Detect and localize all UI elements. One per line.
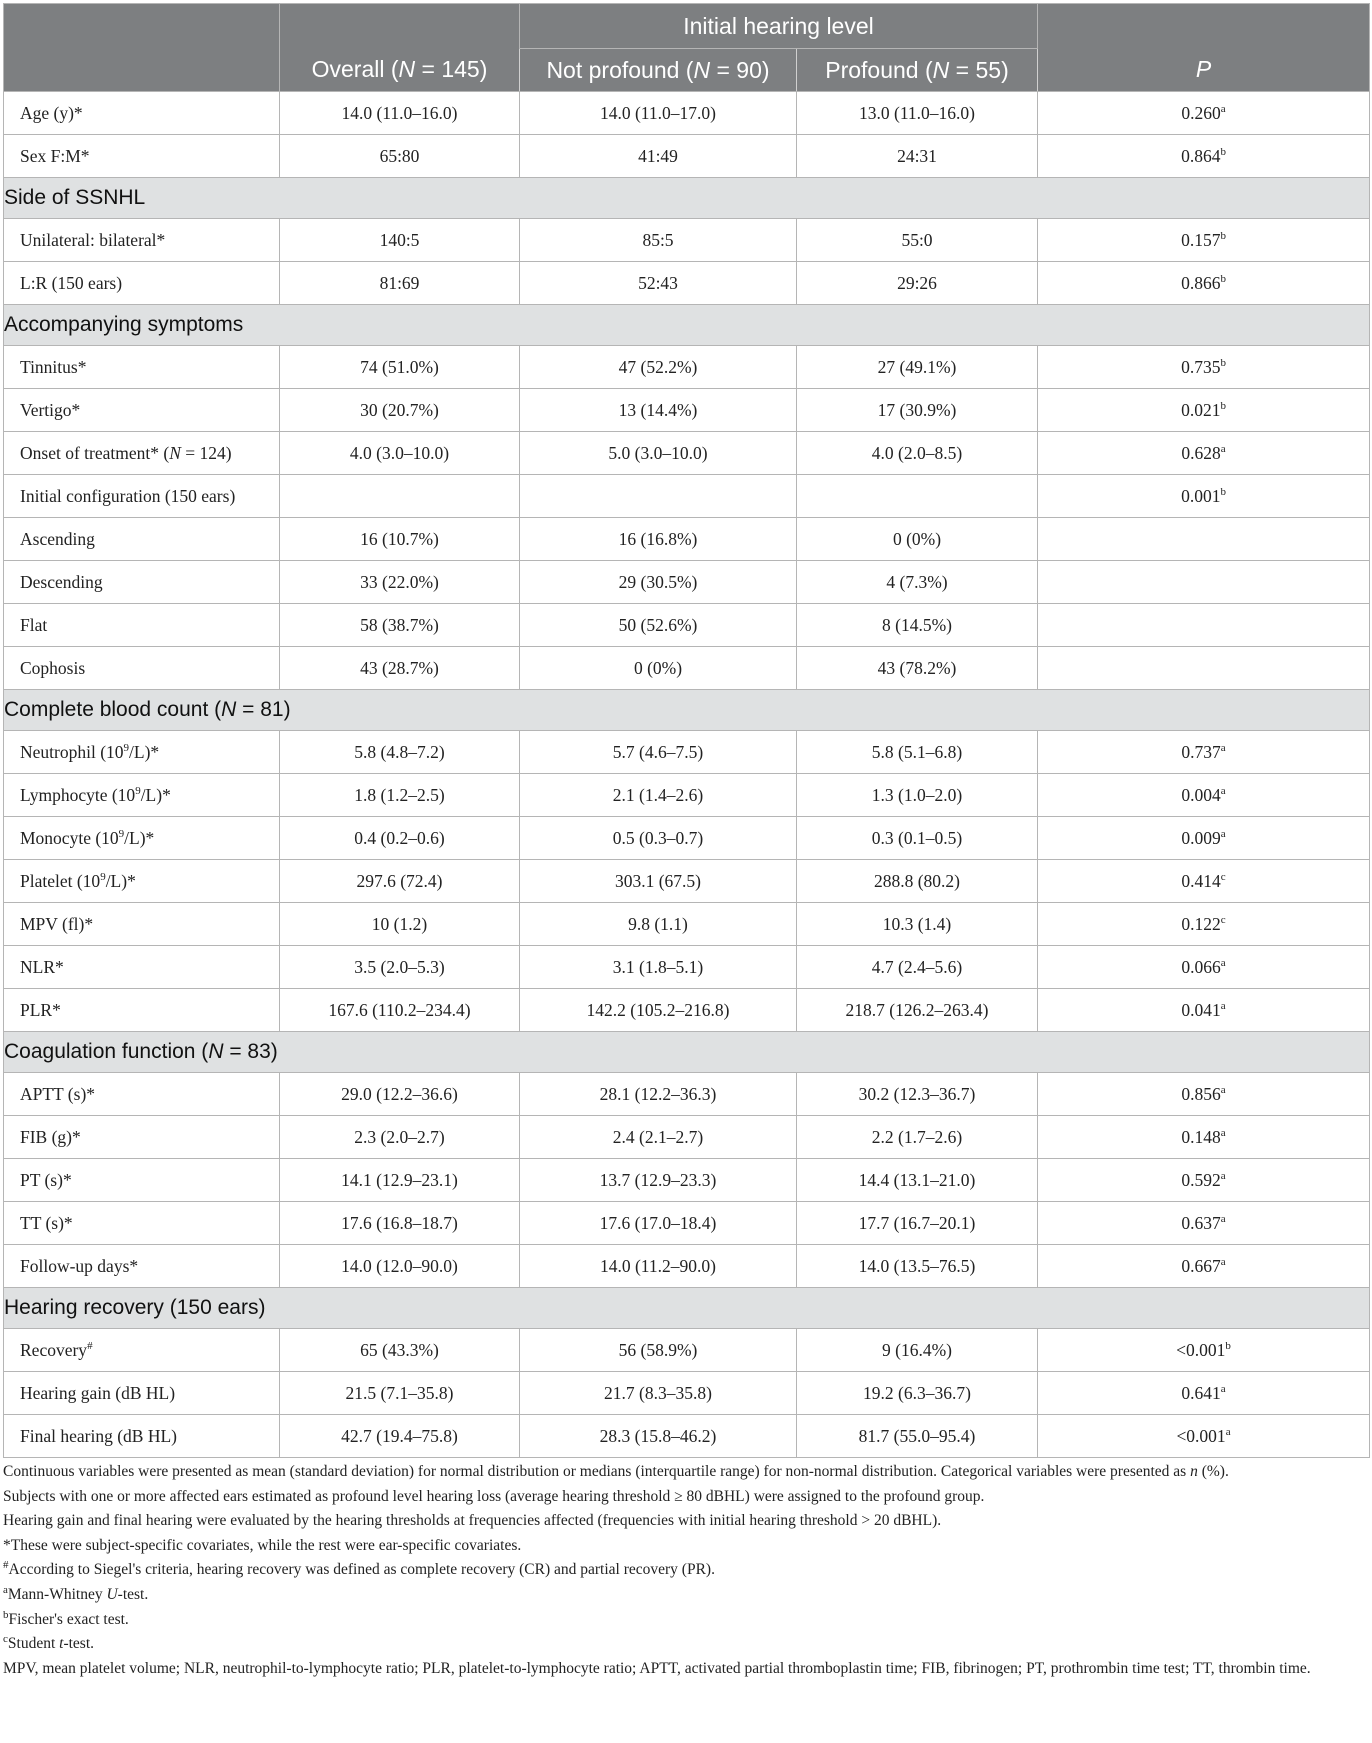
p-value-cell: 0.864$^b$ — [1038, 135, 1370, 178]
table-row — [4, 219, 1370, 262]
table-row — [4, 1116, 1370, 1159]
p-value-cell: 0.157$^b$ — [1038, 219, 1370, 262]
table-row — [4, 774, 1370, 817]
table-row — [4, 1415, 1370, 1458]
row-label: Onset of treatment* (N = 124) — [4, 432, 280, 475]
row-label: APTT (s)* — [4, 1073, 280, 1116]
p-value-cell: 0.592$^a$ — [1038, 1159, 1370, 1202]
table-row — [4, 389, 1370, 432]
overall-cell: 297.6 (72.4) — [280, 860, 520, 903]
table-row — [4, 475, 1370, 518]
overall-cell: 43 (28.7%) — [280, 647, 520, 690]
table-row — [4, 135, 1370, 178]
section-title: Coagulation function (N = 83) — [4, 1032, 1370, 1073]
p-value-cell — [1038, 647, 1370, 690]
table-row — [4, 1073, 1370, 1116]
overall-cell: 10 (1.2) — [280, 903, 520, 946]
not-profound-cell: 2.1 (1.4–2.6) — [520, 774, 797, 817]
p-value-cell — [1038, 604, 1370, 647]
not-profound-cell: 303.1 (67.5) — [520, 860, 797, 903]
profound-cell: 0.3 (0.1–0.5) — [797, 817, 1038, 860]
not-profound-cell: 28.1 (12.2–36.3) — [520, 1073, 797, 1116]
header-overall: Overall (N = 145) — [280, 49, 520, 92]
row-label: Monocyte $(10^9/L)*$ — [4, 817, 280, 860]
profound-cell: 17.7 (16.7–20.1) — [797, 1202, 1038, 1245]
p-value-cell: 0.641$^a$ — [1038, 1372, 1370, 1415]
not-profound-cell: 13.7 (12.9–23.3) — [520, 1159, 797, 1202]
overall-cell: 21.5 (7.1–35.8) — [280, 1372, 520, 1415]
table-row — [4, 346, 1370, 389]
overall-cell: 14.1 (12.9–23.1) — [280, 1159, 520, 1202]
section-header-row — [4, 690, 1370, 731]
profound-cell: 55:0 — [797, 219, 1038, 262]
overall-cell: 16 (10.7%) — [280, 518, 520, 561]
profound-cell: 17 (30.9%) — [797, 389, 1038, 432]
overall-cell: 81:69 — [280, 262, 520, 305]
footnote: Subjects with one or more affected ears estimated as profound level hearing loss (average hearing threshold ≥ 80 dBHL) were assigned to the profound group. — [3, 1487, 985, 1505]
profound-cell: 0 (0%) — [797, 518, 1038, 561]
not-profound-cell: 0.5 (0.3–0.7) — [520, 817, 797, 860]
not-profound-cell: 52:43 — [520, 262, 797, 305]
row-label: Hearing gain (dB HL) — [4, 1372, 280, 1415]
overall-cell: 167.6 (110.2–234.4) — [280, 989, 520, 1032]
table-row — [4, 561, 1370, 604]
p-value-cell — [1038, 518, 1370, 561]
table-body — [4, 92, 1370, 1458]
row-label: Descending — [4, 561, 280, 604]
table-row — [4, 604, 1370, 647]
not-profound-cell: 47 (52.2%) — [520, 346, 797, 389]
profound-cell: 19.2 (6.3–36.7) — [797, 1372, 1038, 1415]
not-profound-cell: 56 (58.9%) — [520, 1329, 797, 1372]
p-value-cell: 0.041$^a$ — [1038, 989, 1370, 1032]
row-label: L:R (150 ears) — [4, 262, 280, 305]
profound-cell: 24:31 — [797, 135, 1038, 178]
row-label: Flat — [4, 604, 280, 647]
row-label: Age (y)* — [4, 92, 280, 135]
not-profound-cell: 14.0 (11.0–17.0) — [520, 92, 797, 135]
profound-cell: 288.8 (80.2) — [797, 860, 1038, 903]
table-row — [4, 903, 1370, 946]
row-label: PLR* — [4, 989, 280, 1032]
section-header-row — [4, 1032, 1370, 1073]
header-empty-cell — [280, 4, 520, 49]
section-header-row — [4, 178, 1370, 219]
p-value-cell: 0.414$^c$ — [1038, 860, 1370, 903]
overall-cell — [280, 475, 520, 518]
row-label: Unilateral: bilateral* — [4, 219, 280, 262]
profound-cell: 9 (16.4%) — [797, 1329, 1038, 1372]
row-label: Sex F:M* — [4, 135, 280, 178]
p-value-cell: 0.260$^a$ — [1038, 92, 1370, 135]
overall-cell: 74 (51.0%) — [280, 346, 520, 389]
overall-cell: 1.8 (1.2–2.5) — [280, 774, 520, 817]
profound-cell: 218.7 (126.2–263.4) — [797, 989, 1038, 1032]
header-empty-cell — [4, 4, 280, 92]
profound-cell: 1.3 (1.0–2.0) — [797, 774, 1038, 817]
header-profound: Profound (N = 55) — [797, 49, 1038, 92]
profound-cell — [797, 475, 1038, 518]
header-not-profound: Not profound (N = 90) — [520, 49, 797, 92]
row-label: Ascending — [4, 518, 280, 561]
overall-cell: 30 (20.7%) — [280, 389, 520, 432]
results-table — [3, 3, 1370, 1458]
not-profound-cell: 5.7 (4.6–7.5) — [520, 731, 797, 774]
p-value-cell: 0.066$^a$ — [1038, 946, 1370, 989]
section-header-row — [4, 305, 1370, 346]
table-footnotes — [3, 1460, 1369, 1681]
p-value-cell: 0.004$^a$ — [1038, 774, 1370, 817]
overall-cell: 65 (43.3%) — [280, 1329, 520, 1372]
not-profound-cell: 14.0 (11.2–90.0) — [520, 1245, 797, 1288]
footnote: *These were subject-specific covariates, while the rest were ear-specific covariates. — [3, 1536, 522, 1554]
p-value-cell: 0.866$^b$ — [1038, 262, 1370, 305]
p-value-cell: 0.737$^a$ — [1038, 731, 1370, 774]
profound-cell: 14.0 (13.5–76.5) — [797, 1245, 1038, 1288]
p-value-cell: 0.122$^c$ — [1038, 903, 1370, 946]
overall-cell: 4.0 (3.0–10.0) — [280, 432, 520, 475]
row-label: Final hearing (dB HL) — [4, 1415, 280, 1458]
not-profound-cell: 3.1 (1.8–5.1) — [520, 946, 797, 989]
not-profound-cell: 21.7 (8.3–35.8) — [520, 1372, 797, 1415]
table-row — [4, 860, 1370, 903]
not-profound-cell: 142.2 (105.2–216.8) — [520, 989, 797, 1032]
profound-cell: 8 (14.5%) — [797, 604, 1038, 647]
section-title: Hearing recovery (150 ears) — [4, 1288, 1370, 1329]
footnote: $^c$Student t-test. — [3, 1633, 95, 1653]
not-profound-cell: 13 (14.4%) — [520, 389, 797, 432]
profound-cell: 13.0 (11.0–16.0) — [797, 92, 1038, 135]
table-container — [3, 3, 1369, 1681]
overall-cell: 14.0 (12.0–90.0) — [280, 1245, 520, 1288]
row-label: Initial configuration (150 ears) — [4, 475, 280, 518]
row-label: Follow-up days* — [4, 1245, 280, 1288]
profound-cell: 29:26 — [797, 262, 1038, 305]
not-profound-cell: 85:5 — [520, 219, 797, 262]
overall-cell: 2.3 (2.0–2.7) — [280, 1116, 520, 1159]
p-value-cell: <0.001$^b$ — [1038, 1329, 1370, 1372]
profound-cell: 5.8 (5.1–6.8) — [797, 731, 1038, 774]
p-value-cell: 0.856$^a$ — [1038, 1073, 1370, 1116]
overall-cell: 42.7 (19.4–75.8) — [280, 1415, 520, 1458]
section-header-row — [4, 1288, 1370, 1329]
footnote: #According to Siegel's criteria, hearing recovery was defined as complete recovery (CR) and partial recovery (PR). — [3, 1559, 715, 1579]
p-value-cell: 0.735$^b$ — [1038, 346, 1370, 389]
footnote: $^b$Fischer's exact test. — [3, 1608, 129, 1628]
p-value-cell: 0.009$^a$ — [1038, 817, 1370, 860]
table-row — [4, 518, 1370, 561]
row-label: MPV (fl)* — [4, 903, 280, 946]
not-profound-cell: 0 (0%) — [520, 647, 797, 690]
overall-cell: 58 (38.7%) — [280, 604, 520, 647]
table-row — [4, 432, 1370, 475]
profound-cell: 2.2 (1.7–2.6) — [797, 1116, 1038, 1159]
table-row — [4, 731, 1370, 774]
overall-cell: 0.4 (0.2–0.6) — [280, 817, 520, 860]
not-profound-cell: 28.3 (15.8–46.2) — [520, 1415, 797, 1458]
footnote: $^a$Mann-Whitney U-test. — [3, 1583, 149, 1603]
not-profound-cell: 29 (30.5%) — [520, 561, 797, 604]
section-title: Accompanying symptoms — [4, 305, 1370, 346]
not-profound-cell: 41:49 — [520, 135, 797, 178]
p-value-cell: 0.637$^a$ — [1038, 1202, 1370, 1245]
footnote: Continuous variables were presented as mean (standard deviation) for normal distribution or medians (interquartile range) for non-normal distribution. Categorical variables were presented as n (%). — [3, 1463, 1229, 1480]
header-empty-cell — [1038, 4, 1370, 49]
section-title: Side of SSNHL — [4, 178, 1370, 219]
profound-cell: 10.3 (1.4) — [797, 903, 1038, 946]
overall-cell: 5.8 (4.8–7.2) — [280, 731, 520, 774]
row-label: PT (s)* — [4, 1159, 280, 1202]
p-value-cell: 0.148$^a$ — [1038, 1116, 1370, 1159]
profound-cell: 81.7 (55.0–95.4) — [797, 1415, 1038, 1458]
table-row — [4, 1245, 1370, 1288]
table-row — [4, 1329, 1370, 1372]
not-profound-cell: 5.0 (3.0–10.0) — [520, 432, 797, 475]
row-label: Cophosis — [4, 647, 280, 690]
row-label: Recovery# — [4, 1329, 280, 1372]
table-row — [4, 647, 1370, 690]
footnote: MPV, mean platelet volume; NLR, neutrophil-to-lymphocyte ratio; PLR, platelet-to-lymphocyte ratio; APTT, activated partial thromboplastin time; FIB, fibrinogen; PT, prothrombin time test; TT, thrombin time. — [3, 1659, 1311, 1677]
overall-cell: 140:5 — [280, 219, 520, 262]
row-label: FIB (g)* — [4, 1116, 280, 1159]
table-row — [4, 1202, 1370, 1245]
p-value-cell: 0.021$^b$ — [1038, 389, 1370, 432]
profound-cell: 14.4 (13.1–21.0) — [797, 1159, 1038, 1202]
p-value-cell: 0.667$^a$ — [1038, 1245, 1370, 1288]
overall-cell: 17.6 (16.8–18.7) — [280, 1202, 520, 1245]
row-label: Vertigo* — [4, 389, 280, 432]
not-profound-cell — [520, 475, 797, 518]
not-profound-cell: 17.6 (17.0–18.4) — [520, 1202, 797, 1245]
overall-cell: 65:80 — [280, 135, 520, 178]
table-row — [4, 262, 1370, 305]
not-profound-cell: 50 (52.6%) — [520, 604, 797, 647]
header-p-value: P — [1038, 49, 1370, 92]
p-value-cell: <0.001$^a$ — [1038, 1415, 1370, 1458]
not-profound-cell: 2.4 (2.1–2.7) — [520, 1116, 797, 1159]
table-row — [4, 92, 1370, 135]
table-row — [4, 817, 1370, 860]
profound-cell: 4 (7.3%) — [797, 561, 1038, 604]
section-title: Complete blood count (N = 81) — [4, 690, 1370, 731]
row-label: Tinnitus* — [4, 346, 280, 389]
p-value-cell — [1038, 561, 1370, 604]
profound-cell: 27 (49.1%) — [797, 346, 1038, 389]
footnote: Hearing gain and final hearing were evaluated by the hearing thresholds at frequencies affected (frequencies with initial hearing threshold > 20 dBHL). — [3, 1512, 942, 1530]
table-row — [4, 946, 1370, 989]
header-group-label: Initial hearing level — [520, 4, 1038, 49]
overall-cell: 29.0 (12.2–36.6) — [280, 1073, 520, 1116]
profound-cell: 4.7 (2.4–5.6) — [797, 946, 1038, 989]
profound-cell: 4.0 (2.0–8.5) — [797, 432, 1038, 475]
overall-cell: 14.0 (11.0–16.0) — [280, 92, 520, 135]
not-profound-cell: 9.8 (1.1) — [520, 903, 797, 946]
row-label: TT (s)* — [4, 1202, 280, 1245]
row-label: NLR* — [4, 946, 280, 989]
row-label: Platelet $(10^9/L)*$ — [4, 860, 280, 903]
not-profound-cell: 16 (16.8%) — [520, 518, 797, 561]
overall-cell: 33 (22.0%) — [280, 561, 520, 604]
p-value-cell: 0.001$^b$ — [1038, 475, 1370, 518]
profound-cell: 30.2 (12.3–36.7) — [797, 1073, 1038, 1116]
table-row — [4, 989, 1370, 1032]
table-row — [4, 1159, 1370, 1202]
row-label: Neutrophil $(10^9/L)*$ — [4, 731, 280, 774]
p-value-cell: 0.628$^a$ — [1038, 432, 1370, 475]
table-row — [4, 1372, 1370, 1415]
profound-cell: 43 (78.2%) — [797, 647, 1038, 690]
overall-cell: 3.5 (2.0–5.3) — [280, 946, 520, 989]
row-label: Lymphocyte $(10^9/L)*$ — [4, 774, 280, 817]
